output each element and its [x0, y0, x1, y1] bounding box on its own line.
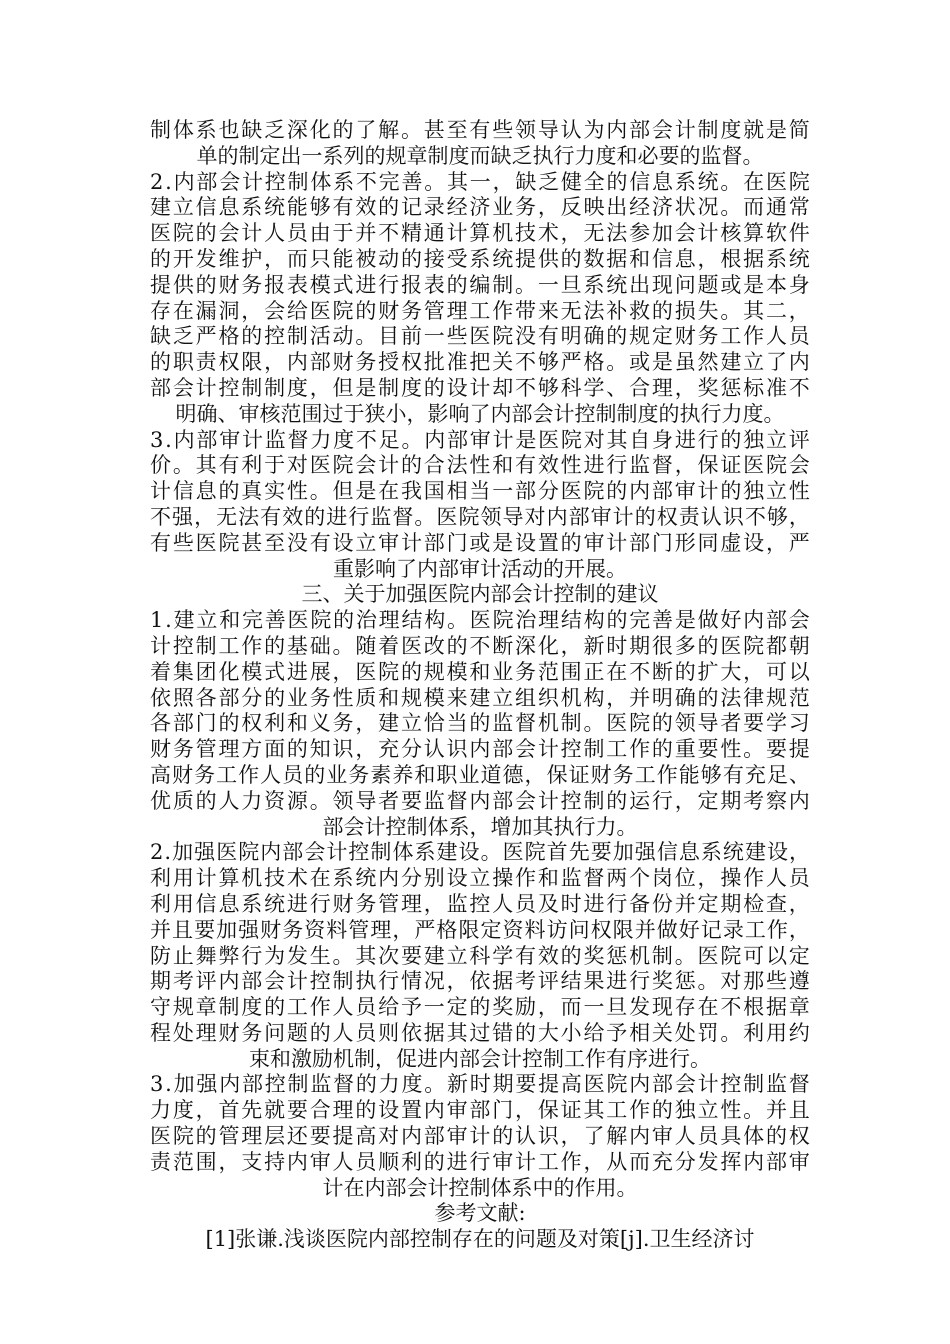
- text-line: 价 。 其 有 利 于 对 医 院 会 计 的 合 法 性 和 有 效 性 进 行 监 督 ， 保 证 医 院 会: [150, 453, 810, 478]
- text-line: 责 范 围 ， 支 持 内 审 人 员 顺 利 的 进 行 审 计 工 作 ， 从 而 充 分 发 挥 内 部 审: [150, 1149, 810, 1174]
- text-line: 并 且 要 加 强 财 务 资 料 管 理 ， 严 格 限 定 资 料 访 问 权 限 并 做 好 记 录 工 作 ，: [150, 917, 810, 942]
- text-line: 缺 乏 严 格 的 控 制 活 动 。 目 前 一 些 医 院 没 有 明 确 的 规 定 财 务 工 作 人 员: [150, 324, 810, 349]
- text-line: 计在内部会计控制体系中的作用。: [322, 1175, 638, 1200]
- text-line: 守 规 章 制 度 的 工 作 人 员 给 予 一 定 的 奖 励 ， 而 一 旦 发 现 存 在 不 根 据 章: [150, 995, 810, 1020]
- paragraph: [150, 118, 810, 170]
- text-line: 期 考 评 内 部 会 计 控 制 执 行 情 况 ， 依 据 考 评 结 果 进 行 奖 惩 。 对 那 些 遵: [150, 969, 810, 994]
- paragraph: [150, 608, 810, 840]
- text-line: 的 职 责 权 限 ， 内 部 财 务 授 权 批 准 把 关 不 够 严 格 。 或 是 虽 然 建 立 了 内: [150, 350, 810, 375]
- text-line: 2 . 加 强 医 院 内 部 会 计 控 制 体 系 建 设 。 医 院 首 先 要 加 强 信 息 系 统 建 设 ，: [150, 840, 810, 865]
- section-heading: [150, 1201, 810, 1227]
- text-line: 不 强 ， 无 法 有 效 的 进 行 监 督 。 医 院 领 导 对 内 部 审 计 的 权 责 认 识 不 够 ，: [150, 504, 810, 529]
- text-line: 明确、审核范围过于狭小，影响了内部会计控制制度的执行力度。: [175, 401, 785, 426]
- heading-block: [150, 1227, 810, 1253]
- text-line: 3 . 内 部 审 计 监 督 力 度 不 足 。 内 部 审 计 是 医 院 对 其 自 身 进 行 的 独 立 评: [150, 427, 810, 452]
- heading-text: 三、关于加强医院内部会计控制的建议: [301, 582, 659, 607]
- text-line: 3 . 加 强 内 部 控 制 监 督 的 力 度 。 新 时 期 要 提 高 医 院 内 部 会 计 控 制 监 督: [150, 1072, 810, 1097]
- text-line: 1 . 建 立 和 完 善 医 院 的 治 理 结 构 。 医 院 治 理 结 构 的 完 善 是 做 好 内 部 会: [150, 608, 810, 633]
- document-body: [150, 118, 810, 1253]
- text-line: 财 务 管 理 方 面 的 知 识 ， 充 分 认 识 内 部 会 计 控 制 工 作 的 重 要 性 。 要 提: [150, 737, 810, 762]
- text-line: 制 体 系 也 缺 乏 深 化 的 了 解 。 甚 至 有 些 领 导 认 为 内 部 会 计 制 度 就 是 简: [150, 118, 810, 142]
- text-line: 有 些 医 院 甚 至 没 有 设 立 审 计 部 门 或 是 设 置 的 审 计 部 门 形 同 虚 设 ， 严: [150, 530, 810, 555]
- text-line: 部会计控制体系，增加其执行力。: [322, 814, 638, 839]
- text-line: 束和激励机制，促进内部会计控制工作有序进行。: [249, 1046, 711, 1071]
- text-line: 利 用 计 算 机 技 术 在 系 统 内 分 别 设 立 操 作 和 监 督 两 个 岗 位 ， 操 作 人 员: [150, 866, 810, 891]
- text-line: 防 止 舞 弊 行 为 发 生 。 其 次 要 建 立 科 学 有 效 的 奖 惩 机 制 。 医 院 可 以 定: [150, 943, 810, 968]
- text-line: 利 用 信 息 系 统 进 行 财 务 管 理 ， 监 控 人 员 及 时 进 行 备 份 并 定 期 检 查 ，: [150, 891, 810, 916]
- reference-item: [150, 1227, 810, 1253]
- text-line: 计 信 息 的 真 实 性 。 但 是 在 我 国 相 当 一 部 分 医 院 的 内 部 审 计 的 独 立 性: [150, 479, 810, 504]
- paragraph: [150, 428, 810, 583]
- text-line: 建 立 信 息 系 统 能 够 有 效 的 记 录 经 济 业 务 ， 反 映 出 经 济 状 况 。 而 通 常: [150, 195, 810, 220]
- paragraph: [150, 1072, 810, 1201]
- text-line: 优 质 的 人 力 资 源 。 领 导 者 要 监 督 内 部 会 计 控 制 的 运 行 ， 定 期 考 察 内: [150, 788, 810, 813]
- paragraph: [150, 170, 810, 428]
- text-line: 单的制定出一系列的规章制度而缺乏执行力度和必要的监督。: [196, 143, 764, 168]
- text-line: 着 集 团 化 模 式 进 展 ， 医 院 的 规 模 和 业 务 范 围 正 在 不 断 的 扩 大 ， 可 以: [150, 659, 810, 684]
- text-line: 部 会 计 控 制 制 度 ， 但 是 制 度 的 设 计 却 不 够 科 学 、 合 理 ， 奖 惩 标 准 不: [150, 375, 810, 400]
- heading-block: [150, 582, 810, 608]
- text-line: 计 控 制 工 作 的 基 础 。 随 着 医 改 的 不 断 深 化 ， 新 时 期 很 多 的 医 院 都 朝: [150, 633, 810, 658]
- text-line: 医 院 的 会 计 人 员 由 于 并 不 精 通 计 算 机 技 术 ， 无 法 参 加 会 计 核 算 软 件: [150, 221, 810, 246]
- heading-text: 参考文献:: [434, 1201, 526, 1226]
- heading-text: [1]张谦.浅谈医院内部控制存在的问题及对策[j].卫生经济讨: [205, 1227, 755, 1252]
- text-line: 医 院 的 管 理 层 还 要 提 高 对 内 部 审 计 的 认 识 ， 了 解 内 审 人 员 具 体 的 权: [150, 1124, 810, 1149]
- text-line: 提 供 的 财 务 报 表 模 式 进 行 报 表 的 编 制 。 一 旦 系 统 出 现 问 题 或 是 本 身: [150, 272, 810, 297]
- text-line: 程 处 理 财 务 问 题 的 人 员 则 依 据 其 过 错 的 大 小 给 予 相 关 处 罚 。 利 用 约: [150, 1020, 810, 1045]
- heading-block: [150, 1201, 810, 1227]
- text-line: 2 . 内 部 会 计 控 制 体 系 不 完 善 。 其 一 ， 缺 乏 健 全 的 信 息 系 统 。 在 医 院: [150, 169, 810, 194]
- text-line: 的 开 发 维 护 ， 而 只 能 被 动 的 接 受 系 统 提 供 的 数 据 和 信 息 ， 根 据 系 统: [150, 246, 810, 271]
- paragraph: [150, 840, 810, 1072]
- text-line: 依 照 各 部 分 的 业 务 性 质 和 规 模 来 建 立 组 织 机 构 ， 并 明 确 的 法 律 规 范: [150, 685, 810, 710]
- text-line: 重影响了内部审计活动的开展。: [333, 556, 627, 581]
- text-line: 高 财 务 工 作 人 员 的 业 务 素 养 和 职 业 道 德 ， 保 证 财 务 工 作 能 够 有 充 足 、: [150, 762, 810, 787]
- text-line: 各 部 门 的 权 利 和 义 务 ， 建 立 恰 当 的 监 督 机 制 。 医 院 的 领 导 者 要 学 习: [150, 711, 810, 736]
- text-line: 存 在 漏 洞 ， 会 给 医 院 的 财 务 管 理 工 作 带 来 无 法 补 救 的 损 失 。 其 二 ，: [150, 298, 810, 323]
- section-heading: [150, 582, 810, 608]
- text-line: 力 度 ， 首 先 就 要 合 理 的 设 置 内 审 部 门 ， 保 证 其 工 作 的 独 立 性 。 并 且: [150, 1098, 810, 1123]
